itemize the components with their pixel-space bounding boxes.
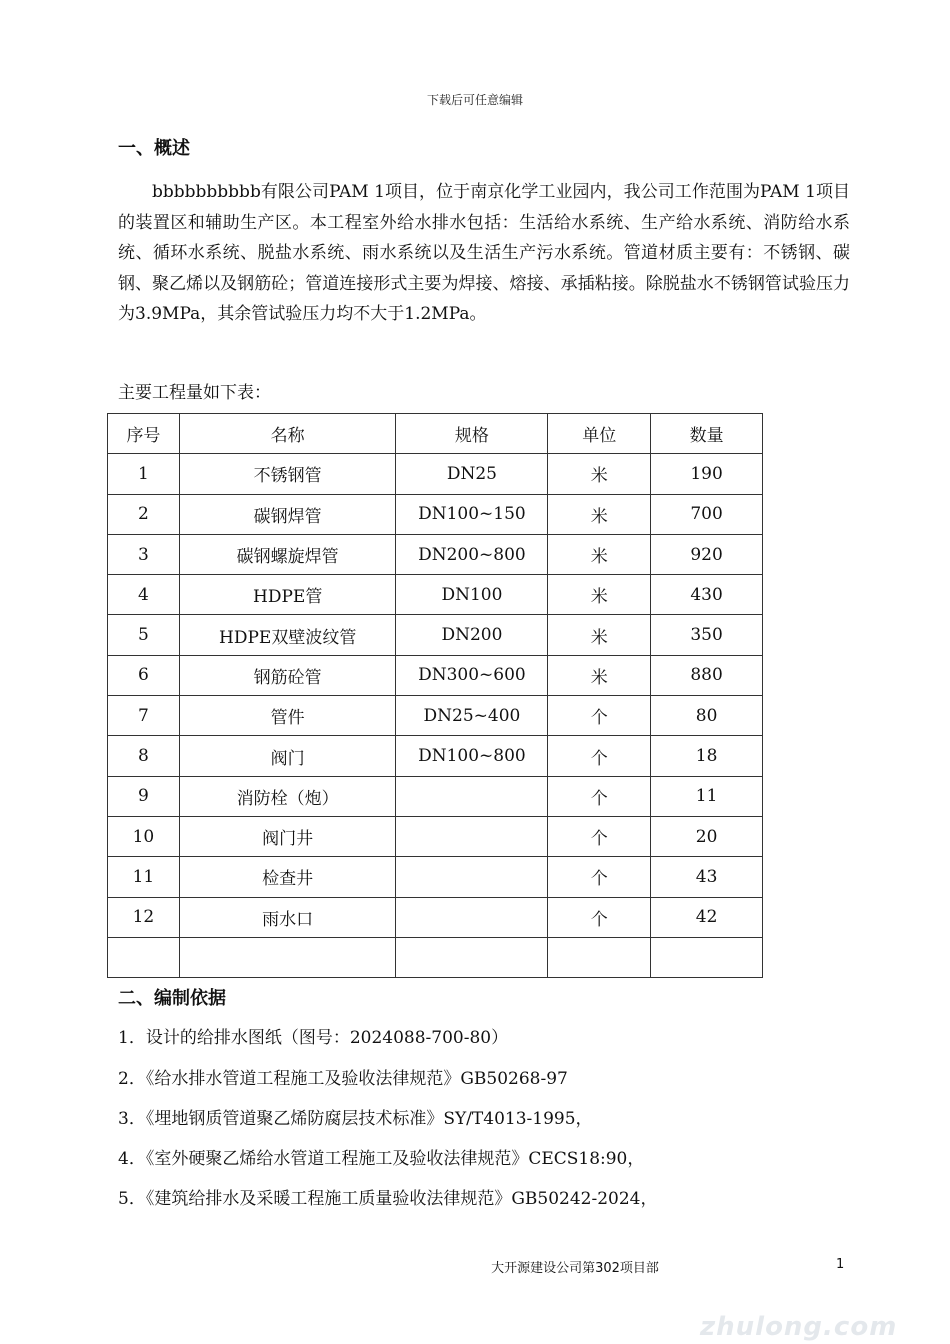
reference-item: 4．《室外硬聚乙烯给水管道工程施工及验收法律规范》CECS18:90，: [118, 1149, 645, 1169]
cell-index: [108, 937, 180, 977]
cell-index: 8: [108, 736, 180, 776]
cell-unit: 个: [548, 736, 651, 776]
cell-unit: 个: [548, 696, 651, 736]
cell-unit: 个: [548, 897, 651, 937]
cell-unit: 米: [548, 534, 651, 574]
cell-spec: DN200: [396, 615, 548, 655]
cell-unit: 米: [548, 494, 651, 534]
cell-index: 2: [108, 494, 180, 534]
cell-name: 检查井: [179, 857, 396, 897]
cell-unit: 米: [548, 615, 651, 655]
cell-spec: [396, 776, 548, 816]
table-row: [108, 615, 763, 655]
cell-name: 雨水口: [179, 897, 396, 937]
header-spec: 规格: [396, 414, 548, 454]
header-name: 名称: [179, 414, 396, 454]
cell-unit: [548, 937, 651, 977]
cell-index: 9: [108, 776, 180, 816]
header-index: 序号: [108, 414, 180, 454]
cell-name: HDPE双壁波纹管: [179, 615, 396, 655]
cell-spec: DN100: [396, 575, 548, 615]
cell-spec: [396, 937, 548, 977]
cell-index: 11: [108, 857, 180, 897]
table-row: [108, 534, 763, 574]
cell-quantity: 700: [651, 494, 763, 534]
cell-unit: 个: [548, 776, 651, 816]
cell-name: [179, 937, 396, 977]
cell-spec: DN100~150: [396, 494, 548, 534]
cell-unit: 个: [548, 816, 651, 856]
cell-name: 钢筋砼管: [179, 655, 396, 695]
cell-quantity: [651, 937, 763, 977]
cell-quantity: 350: [651, 615, 763, 655]
cell-name: 阀门: [179, 736, 396, 776]
cell-quantity: 920: [651, 534, 763, 574]
section-title-overview: 一、概述: [118, 138, 190, 159]
cell-name: 不锈钢管: [179, 454, 396, 494]
header-quantity: 数量: [651, 414, 763, 454]
cell-index: 7: [108, 696, 180, 736]
cell-spec: DN25: [396, 454, 548, 494]
cell-spec: [396, 857, 548, 897]
cell-name: 碳钢焊管: [179, 494, 396, 534]
cell-unit: 个: [548, 857, 651, 897]
table-row: [108, 454, 763, 494]
cell-name: 消防栓（炮）: [179, 776, 396, 816]
cell-quantity: 430: [651, 575, 763, 615]
reference-item: 2．《给水排水管道工程施工及验收法律规范》GB50268-97: [118, 1069, 568, 1089]
cell-quantity: 80: [651, 696, 763, 736]
table-row: [108, 696, 763, 736]
table-row: [108, 776, 763, 816]
table-row-empty: [108, 937, 763, 977]
overview-paragraph: [118, 177, 850, 330]
table-row: [108, 816, 763, 856]
cell-quantity: 11: [651, 776, 763, 816]
cell-spec: [396, 897, 548, 937]
cell-index: 10: [108, 816, 180, 856]
reference-item: 3．《埋地钢质管道聚乙烯防腐层技术标准》SY/T4013-1995，: [118, 1109, 593, 1129]
table-row: [108, 655, 763, 695]
quantity-table: [107, 413, 763, 978]
table-header-row: [108, 414, 763, 454]
footer-company: 大开源建设公司第302项目部: [491, 1261, 659, 1276]
cell-spec: DN25~400: [396, 696, 548, 736]
cell-spec: DN100~800: [396, 736, 548, 776]
watermark-logo: zhulong.com: [700, 1312, 898, 1342]
reference-item: 5．《建筑给排水及采暖工程施工质量验收法律规范》GB50242-2024，: [118, 1189, 658, 1209]
cell-index: 1: [108, 454, 180, 494]
cell-quantity: 42: [651, 897, 763, 937]
cell-index: 12: [108, 897, 180, 937]
cell-quantity: 20: [651, 816, 763, 856]
section-title-basis: 二、编制依据: [118, 988, 226, 1009]
cell-spec: DN200~800: [396, 534, 548, 574]
reference-item: 1．设计的给排水图纸（图号：2024088-700-80）: [118, 1028, 509, 1048]
cell-index: 3: [108, 534, 180, 574]
cell-index: 4: [108, 575, 180, 615]
overview-paragraph-text: bbbbbbbbbb有限公司PAM 1项目，位于南京化学工业园内，我公司工作范围为PAM 1项目的装置区和辅助生产区。本工程室外给水排水包括：生活给水系统、生产给水系统、消防给水系统、循环水系统、脱盐水系统、雨水系统以及生活生产污水系统。管道材质主要有：不锈钢、碳钢、聚乙烯以及钢筋砼；管道连接形式主要为焊接、熔接、承插粘接。除脱盐水不锈钢管试验压力为3.9MPa，其余管试验压力均不大于1.2MPa。: [118, 182, 850, 324]
cell-index: 6: [108, 655, 180, 695]
cell-name: HDPE管: [179, 575, 396, 615]
cell-spec: [396, 816, 548, 856]
cell-quantity: 880: [651, 655, 763, 695]
header-note: 下载后可任意编辑: [426, 93, 523, 107]
table-intro: 主要工程量如下表：: [118, 383, 271, 403]
table-row: [108, 575, 763, 615]
header-unit: 单位: [548, 414, 651, 454]
cell-name: 碳钢螺旋焊管: [179, 534, 396, 574]
cell-unit: 米: [548, 454, 651, 494]
table-row: [108, 897, 763, 937]
table-row: [108, 494, 763, 534]
cell-quantity: 190: [651, 454, 763, 494]
footer-page-number: 1: [836, 1257, 845, 1272]
cell-spec: DN300~600: [396, 655, 548, 695]
table-row: [108, 736, 763, 776]
table-row: [108, 857, 763, 897]
cell-index: 5: [108, 615, 180, 655]
cell-unit: 米: [548, 655, 651, 695]
cell-quantity: 43: [651, 857, 763, 897]
cell-unit: 米: [548, 575, 651, 615]
cell-name: 管件: [179, 696, 396, 736]
cell-name: 阀门井: [179, 816, 396, 856]
cell-quantity: 18: [651, 736, 763, 776]
